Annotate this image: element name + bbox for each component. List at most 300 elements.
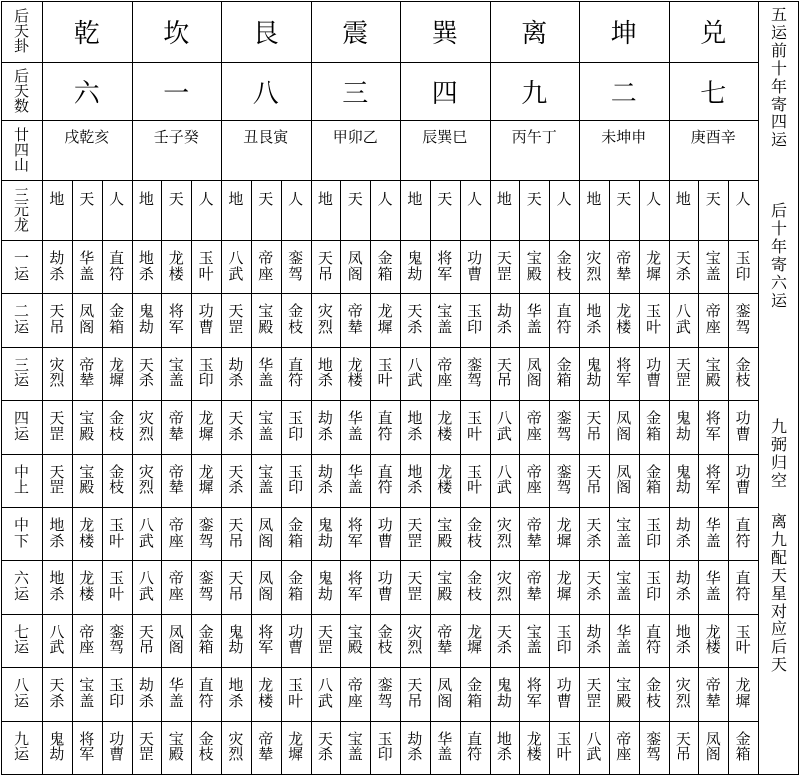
star-cell: 宝殿 — [347, 622, 363, 657]
dragon-type-label: 人 — [109, 190, 125, 208]
star-cell: 天罡 — [228, 302, 244, 337]
star-cell: 宝盖 — [258, 409, 274, 443]
star-cell: 金枝 — [288, 302, 304, 337]
dragon-type-label: 天 — [347, 190, 363, 208]
star-cell: 宝殿 — [526, 248, 542, 283]
star-cell: 直符 — [198, 676, 214, 710]
star-cell: 鬼劫 — [675, 409, 691, 443]
mountain-cell: 未坤申 — [601, 128, 647, 146]
dragon-type-label: 天 — [258, 190, 274, 208]
dragon-type-label: 天 — [705, 190, 721, 208]
star-cell: 八武 — [675, 302, 691, 337]
star-cell: 直符 — [735, 569, 751, 604]
star-cell: 宝盖 — [168, 355, 184, 390]
star-cell: 将军 — [347, 569, 363, 604]
star-cell: 华盖 — [705, 569, 721, 604]
star-cell: 鬼劫 — [317, 569, 333, 604]
star-cell: 天罡 — [49, 462, 65, 497]
mountain-cell: 庚酉辛 — [690, 128, 736, 146]
dragon-type-label: 天 — [616, 190, 632, 208]
star-cell: 华盖 — [347, 409, 363, 443]
later-number-cell: 四 — [431, 78, 458, 109]
star-cell: 龙墀 — [288, 729, 304, 764]
grid-line-v — [698, 180, 699, 774]
later-number-cell: 三 — [342, 78, 369, 109]
star-cell: 劫杀 — [407, 729, 423, 764]
dragon-type-label: 天 — [526, 190, 542, 208]
star-cell: 銮驾 — [198, 569, 214, 604]
dragon-type-label: 人 — [735, 190, 751, 208]
star-cell: 凤阁 — [347, 248, 363, 283]
star-cell: 地杀 — [138, 248, 154, 283]
star-cell: 功曹 — [377, 569, 393, 604]
star-cell: 金箱 — [646, 462, 662, 497]
star-cell: 金箱 — [735, 729, 751, 764]
star-cell: 金枝 — [109, 462, 125, 497]
star-cell: 鬼劫 — [675, 462, 691, 497]
grid-line-v — [519, 180, 520, 774]
star-cell: 銮驾 — [556, 409, 572, 443]
grid-line-v — [400, 1, 401, 774]
star-cell: 地杀 — [407, 462, 423, 497]
mountain-cell: 壬子癸 — [153, 128, 199, 146]
star-cell: 地杀 — [496, 729, 512, 764]
star-cell: 灾烈 — [138, 409, 154, 443]
grid-line-v — [669, 1, 670, 774]
star-cell: 天吊 — [138, 622, 154, 657]
row-label: 中下 — [13, 515, 29, 550]
star-cell: 宝盖 — [526, 622, 542, 657]
star-cell: 天罡 — [496, 248, 512, 283]
row-label: 八运 — [13, 676, 29, 710]
star-cell: 功曹 — [467, 248, 483, 283]
side-note-note3: 九弼归空 — [771, 417, 788, 490]
trigram-cell: 坤 — [610, 19, 637, 49]
star-cell: 金箱 — [467, 676, 483, 710]
star-cell: 宝盖 — [705, 248, 721, 283]
grid-line-h — [1, 400, 759, 401]
star-cell: 玉印 — [646, 515, 662, 550]
star-cell: 帝辇 — [616, 248, 632, 283]
row-label: 三运 — [13, 355, 29, 390]
header-label-mountains24: 廿四山 — [13, 125, 29, 174]
star-cell: 劫杀 — [675, 515, 691, 550]
star-cell: 天罡 — [49, 409, 65, 443]
star-cell: 功曹 — [735, 462, 751, 497]
star-cell: 华盖 — [347, 462, 363, 497]
row-label: 四运 — [13, 409, 29, 443]
star-cell: 鬼劫 — [138, 302, 154, 337]
dragon-type-label: 人 — [646, 190, 662, 208]
star-cell: 天杀 — [138, 355, 154, 390]
grid-line-v — [490, 1, 491, 774]
star-cell: 凤阁 — [258, 569, 274, 604]
star-cell: 直符 — [735, 515, 751, 550]
later-number-cell: 七 — [700, 78, 727, 109]
trigram-cell: 艮 — [252, 19, 279, 49]
row-label: 六运 — [13, 569, 29, 604]
trigram-cell: 震 — [342, 19, 369, 49]
star-cell: 凤阁 — [616, 409, 632, 443]
star-cell: 宝盖 — [616, 569, 632, 604]
star-cell: 地杀 — [317, 355, 333, 390]
star-cell: 地杀 — [407, 409, 423, 443]
star-cell: 玉叶 — [467, 462, 483, 497]
star-cell: 龙楼 — [526, 729, 542, 764]
star-cell: 灾烈 — [407, 622, 423, 657]
star-cell: 灾烈 — [228, 729, 244, 764]
star-cell: 灾烈 — [496, 569, 512, 604]
star-cell: 天吊 — [228, 569, 244, 604]
grid-line-h — [1, 240, 759, 241]
star-cell: 金枝 — [109, 409, 125, 443]
trigram-cell: 巽 — [431, 19, 458, 49]
star-cell: 直符 — [109, 248, 125, 283]
grid-line-h — [1, 614, 759, 615]
star-cell: 龙墀 — [198, 409, 214, 443]
mountain-cell: 辰巽巳 — [422, 128, 468, 146]
grid-line-v — [639, 180, 640, 774]
star-cell: 玉印 — [377, 729, 393, 764]
star-cell: 龙墀 — [198, 462, 214, 497]
grid-line-v — [132, 1, 133, 774]
star-cell: 劫杀 — [675, 569, 691, 604]
star-cell: 天吊 — [228, 515, 244, 550]
star-cell: 灾烈 — [317, 302, 333, 337]
star-cell: 劫杀 — [138, 676, 154, 710]
star-cell: 直符 — [377, 409, 393, 443]
star-cell: 宝盖 — [258, 462, 274, 497]
grid-line-h — [1, 560, 759, 561]
row-label: 中上 — [13, 462, 29, 497]
grid-line-v — [221, 1, 222, 774]
star-cell: 帝座 — [258, 248, 274, 283]
star-cell: 天吊 — [586, 462, 602, 497]
star-cell: 天杀 — [496, 622, 512, 657]
dragon-type-label: 人 — [467, 190, 483, 208]
star-cell: 銮驾 — [646, 729, 662, 764]
dragon-type-label: 人 — [198, 190, 214, 208]
star-cell: 凤阁 — [616, 462, 632, 497]
grid-line-h — [1, 667, 759, 668]
star-cell: 玉印 — [109, 676, 125, 710]
star-cell: 将军 — [79, 729, 95, 764]
grid-line-v — [1, 1, 2, 774]
star-cell: 凤阁 — [79, 302, 95, 337]
star-cell: 鬼劫 — [496, 676, 512, 710]
star-cell: 天吊 — [675, 729, 691, 764]
star-cell: 凤阁 — [526, 355, 542, 390]
star-cell: 八武 — [138, 515, 154, 550]
star-cell: 八武 — [138, 569, 154, 604]
dragon-type-label: 地 — [49, 190, 65, 208]
header-label-three-dragon: 三元龙 — [13, 185, 29, 234]
dragon-type-label: 地 — [317, 190, 333, 208]
star-cell: 龙墀 — [467, 622, 483, 657]
grid-line-v — [340, 180, 341, 774]
star-cell: 玉叶 — [377, 355, 393, 390]
grid-line-v — [311, 1, 312, 774]
star-cell: 华盖 — [705, 515, 721, 550]
star-cell: 将军 — [258, 622, 274, 657]
star-cell: 将军 — [437, 248, 453, 283]
star-cell: 华盖 — [79, 248, 95, 283]
dragon-type-label: 人 — [556, 190, 572, 208]
star-cell: 凤阁 — [168, 622, 184, 657]
grid-line-h — [1, 347, 759, 348]
row-label: 七运 — [13, 622, 29, 657]
star-cell: 天杀 — [407, 302, 423, 337]
dragon-type-label: 地 — [138, 190, 154, 208]
star-cell: 将军 — [705, 462, 721, 497]
star-cell: 地杀 — [675, 622, 691, 657]
star-cell: 功曹 — [198, 302, 214, 337]
star-cell: 金箱 — [377, 248, 393, 283]
star-cell: 华盖 — [168, 676, 184, 710]
star-cell: 銮驾 — [377, 676, 393, 710]
star-cell: 玉印 — [288, 409, 304, 443]
star-cell: 帝辇 — [705, 676, 721, 710]
dragon-type-label: 地 — [407, 190, 423, 208]
star-cell: 玉印 — [556, 622, 572, 657]
star-cell: 天杀 — [586, 569, 602, 604]
star-cell: 金枝 — [735, 355, 751, 390]
star-cell: 銮驾 — [735, 302, 751, 337]
star-cell: 劫杀 — [317, 462, 333, 497]
star-cell: 八武 — [496, 462, 512, 497]
row-label: 一运 — [13, 248, 29, 283]
star-cell: 灾烈 — [675, 676, 691, 710]
star-cell: 帝辇 — [437, 622, 453, 657]
grid-line-v — [281, 180, 282, 774]
star-cell: 鬼劫 — [407, 248, 423, 283]
star-cell: 天杀 — [49, 676, 65, 710]
star-cell: 帝辇 — [168, 409, 184, 443]
star-cell: 八武 — [586, 729, 602, 764]
star-cell: 直符 — [467, 729, 483, 764]
dragon-type-label: 人 — [377, 190, 393, 208]
star-cell: 龙墀 — [646, 248, 662, 283]
star-cell: 华盖 — [258, 355, 274, 390]
side-note-note1: 五运前十年寄四运 — [771, 5, 788, 150]
star-cell: 地杀 — [49, 515, 65, 550]
star-cell: 玉叶 — [109, 569, 125, 604]
star-cell: 龙楼 — [437, 462, 453, 497]
star-cell: 功曹 — [556, 676, 572, 710]
star-cell: 玉印 — [646, 569, 662, 604]
star-cell: 鬼劫 — [228, 622, 244, 657]
star-cell: 金枝 — [198, 729, 214, 764]
star-cell: 玉叶 — [198, 248, 214, 283]
star-cell: 帝辇 — [526, 515, 542, 550]
star-cell: 地杀 — [49, 569, 65, 604]
star-cell: 劫杀 — [586, 622, 602, 657]
star-cell: 龙楼 — [258, 676, 274, 710]
star-cell: 龙楼 — [347, 355, 363, 390]
grid-line-v — [161, 180, 162, 774]
star-cell: 帝座 — [168, 569, 184, 604]
star-cell: 凤阁 — [705, 729, 721, 764]
star-cell: 宝殿 — [705, 355, 721, 390]
star-cell: 金箱 — [556, 355, 572, 390]
star-cell: 玉叶 — [735, 622, 751, 657]
star-cell: 直符 — [288, 355, 304, 390]
star-cell: 地杀 — [586, 302, 602, 337]
later-number-cell: 八 — [252, 78, 279, 109]
star-cell: 天罡 — [586, 676, 602, 710]
grid-line-h — [1, 62, 759, 63]
dragon-type-label: 地 — [228, 190, 244, 208]
star-cell: 天吊 — [317, 248, 333, 283]
grid-line-h — [758, 1, 799, 2]
star-cell: 华盖 — [526, 302, 542, 337]
trigram-cell: 兑 — [700, 19, 727, 49]
star-cell: 龙楼 — [79, 515, 95, 550]
star-cell: 鬼劫 — [49, 729, 65, 764]
star-cell: 天罡 — [138, 729, 154, 764]
star-cell: 帝座 — [526, 462, 542, 497]
star-cell: 直符 — [377, 462, 393, 497]
star-cell: 功曹 — [109, 729, 125, 764]
mountain-cell: 甲卯乙 — [332, 128, 378, 146]
grid-line-v — [102, 180, 103, 774]
dragon-type-label: 天 — [79, 190, 95, 208]
star-cell: 劫杀 — [317, 409, 333, 443]
star-cell: 劫杀 — [228, 355, 244, 390]
star-cell: 玉叶 — [646, 302, 662, 337]
star-cell: 銮驾 — [556, 462, 572, 497]
grid-line-v — [728, 180, 729, 774]
star-cell: 宝盖 — [347, 729, 363, 764]
star-cell: 宝殿 — [437, 515, 453, 550]
star-cell: 宝盖 — [437, 302, 453, 337]
dragon-type-label: 天 — [168, 190, 184, 208]
star-cell: 帝辇 — [79, 355, 95, 390]
star-cell: 銮驾 — [467, 355, 483, 390]
side-note-note4: 离九配天星对应后天 — [771, 512, 788, 675]
grid-line-v — [251, 180, 252, 774]
grid-line-v — [460, 180, 461, 774]
star-cell: 灾烈 — [496, 515, 512, 550]
star-cell: 金枝 — [377, 622, 393, 657]
star-cell: 鬼劫 — [317, 515, 333, 550]
star-cell: 功曹 — [646, 355, 662, 390]
star-cell: 宝殿 — [79, 409, 95, 443]
grid-line-v — [72, 180, 73, 774]
grid-line-h — [1, 120, 759, 121]
star-cell: 龙楼 — [437, 409, 453, 443]
star-cell: 帝座 — [616, 729, 632, 764]
star-cell: 宝殿 — [258, 302, 274, 337]
star-cell: 凤阁 — [258, 515, 274, 550]
dragon-type-label: 地 — [675, 190, 691, 208]
grid-line-h — [1, 454, 759, 455]
star-cell: 金箱 — [646, 409, 662, 443]
star-cell: 八武 — [496, 409, 512, 443]
mountain-cell: 丙午丁 — [511, 128, 557, 146]
star-cell: 金枝 — [646, 676, 662, 710]
star-cell: 玉叶 — [109, 515, 125, 550]
grid-line-v — [191, 180, 192, 774]
star-cell: 天杀 — [586, 515, 602, 550]
star-cell: 地杀 — [228, 676, 244, 710]
dragon-type-label: 人 — [288, 190, 304, 208]
star-cell: 帝辇 — [347, 302, 363, 337]
star-cell: 华盖 — [616, 622, 632, 657]
star-cell: 龙墀 — [735, 676, 751, 710]
star-cell: 金箱 — [109, 302, 125, 337]
star-cell: 华盖 — [437, 729, 453, 764]
star-cell: 龙楼 — [79, 569, 95, 604]
star-cell: 天吊 — [586, 409, 602, 443]
star-cell: 帝辇 — [258, 729, 274, 764]
star-cell: 宝殿 — [616, 676, 632, 710]
later-number-cell: 一 — [163, 78, 190, 109]
star-cell: 金箱 — [288, 569, 304, 604]
star-cell: 直符 — [556, 302, 572, 337]
star-cell: 龙楼 — [616, 302, 632, 337]
grid-line-v — [609, 180, 610, 774]
star-cell: 功曹 — [377, 515, 393, 550]
star-cell: 宝殿 — [79, 462, 95, 497]
star-cell: 帝座 — [705, 302, 721, 337]
grid-line-v — [549, 180, 550, 774]
star-cell: 宝盖 — [79, 676, 95, 710]
star-cell: 灾烈 — [138, 462, 154, 497]
dragon-type-label: 地 — [496, 190, 512, 208]
star-cell: 帝座 — [347, 676, 363, 710]
star-cell: 劫杀 — [496, 302, 512, 337]
star-cell: 玉印 — [467, 302, 483, 337]
side-note-note2: 后十年寄六运 — [771, 201, 788, 310]
star-cell: 龙楼 — [705, 622, 721, 657]
star-cell: 宝殿 — [168, 729, 184, 764]
star-cell: 金枝 — [556, 248, 572, 283]
star-cell: 龙楼 — [168, 248, 184, 283]
star-cell: 玉印 — [198, 355, 214, 390]
star-cell: 功曹 — [735, 409, 751, 443]
mountain-cell: 戌乾亥 — [64, 128, 110, 146]
star-cell: 八武 — [228, 248, 244, 283]
row-label: 九运 — [13, 729, 29, 764]
star-cell: 帝座 — [168, 515, 184, 550]
star-cell: 金枝 — [467, 569, 483, 604]
dragon-type-label: 地 — [586, 190, 602, 208]
star-cell: 天吊 — [407, 676, 423, 710]
grid-line-h — [1, 507, 759, 508]
star-cell: 龙墀 — [109, 355, 125, 390]
row-label: 二运 — [13, 302, 29, 337]
star-cell: 玉叶 — [556, 729, 572, 764]
star-cell: 龙墀 — [556, 569, 572, 604]
star-cell: 八武 — [49, 622, 65, 657]
grid-line-v — [370, 180, 371, 774]
star-cell: 天罡 — [407, 515, 423, 550]
later-number-cell: 二 — [610, 78, 637, 109]
star-cell: 将军 — [168, 302, 184, 337]
dragon-type-label: 天 — [437, 190, 453, 208]
star-cell: 天杀 — [228, 409, 244, 443]
star-cell: 直符 — [646, 622, 662, 657]
star-cell: 龙墀 — [377, 302, 393, 337]
star-cell: 宝殿 — [437, 569, 453, 604]
star-cell: 八武 — [317, 676, 333, 710]
star-cell: 天罡 — [675, 355, 691, 390]
star-cell: 将军 — [526, 676, 542, 710]
later-number-cell: 六 — [73, 78, 100, 109]
star-cell: 天罡 — [407, 569, 423, 604]
star-cell: 灾烈 — [49, 355, 65, 390]
